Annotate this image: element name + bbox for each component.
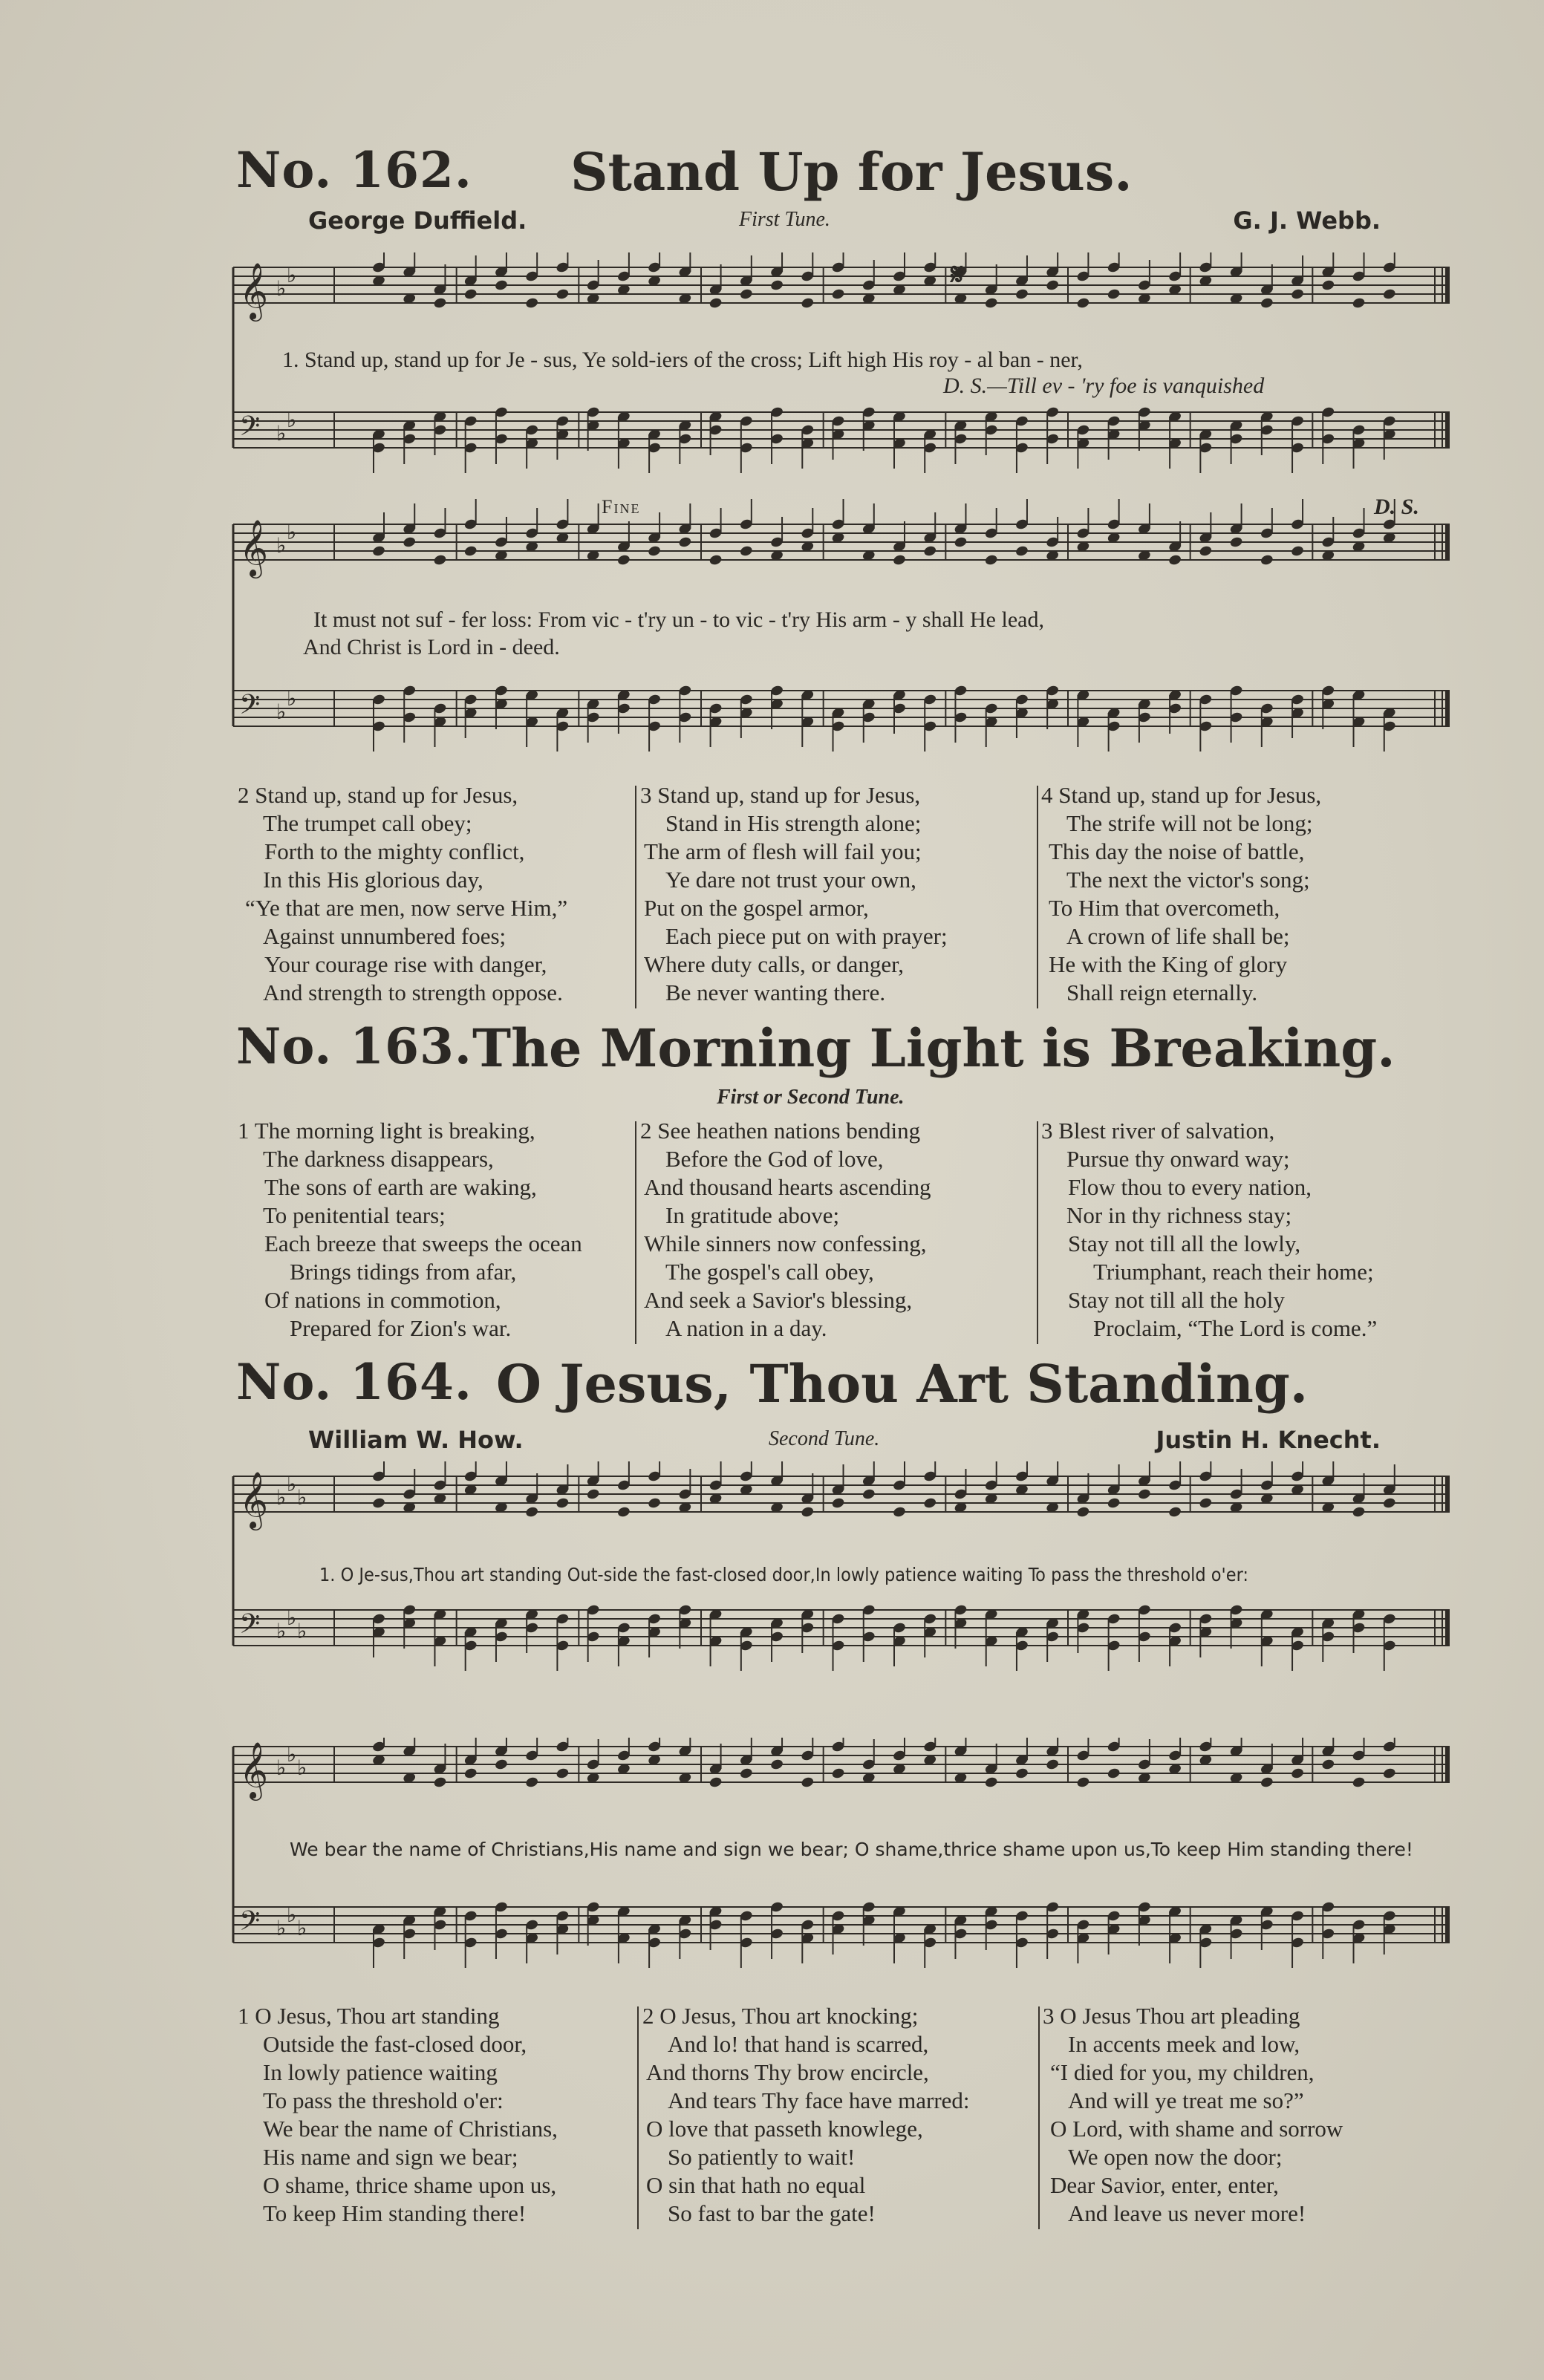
svg-text:♭: ♭ [287, 1605, 297, 1630]
verse-line: Dear Savior, enter, enter, [1050, 2172, 1279, 2198]
lyric-line: And Christ is Lord in - deed. [303, 635, 560, 659]
tune-note: First or Second Tune. [717, 1086, 905, 1109]
verse-line: And tears Thy face have marred: [668, 2087, 970, 2113]
svg-text:♭: ♭ [276, 1755, 287, 1780]
svg-text:♭: ♭ [276, 421, 287, 446]
composer: Justin H. Knecht. [1156, 1426, 1381, 1454]
svg-text:𝄞: 𝄞 [239, 1741, 269, 1799]
hymn-number: No. 162. [236, 141, 472, 199]
verse-line: To penitential tears; [263, 1202, 446, 1228]
segno-sign: 𝄋 [951, 258, 964, 291]
music-system-164-a [230, 1461, 1456, 1699]
lyric-line: We bear the name of Christians,His name and sign we bear; O shame,thrice shame upon us,To keep Him standing there! [290, 1839, 1413, 1860]
verse-3 [1041, 1117, 1427, 1343]
verse-line: And strength to strength oppose. [263, 979, 563, 1005]
svg-text:♭: ♭ [287, 263, 297, 287]
column-divider [1038, 2006, 1040, 2229]
verse-line: Before the God of love, [665, 1146, 884, 1172]
verse-line: Shall reign eternally. [1066, 979, 1258, 1005]
verse-line: 2 Stand up, stand up for Jesus, [238, 782, 518, 808]
verse-line: The gospel's call obey, [665, 1259, 874, 1285]
composer: G. J. Webb. [1233, 206, 1381, 235]
lyric-line: 1. O Je-sus,Thou art standing Out-side the fast-closed door,In lowly patience waiting To pass the threshold o'er: [319, 1564, 1248, 1585]
verse-line: Where duty calls, or danger, [644, 951, 904, 977]
verse-line: Stay not till all the holy [1068, 1287, 1285, 1313]
lyric-line: It must not suf - fer loss: From vic - t'ry un - to vic - t'ry His arm - y shall He lead, [313, 607, 1044, 632]
verse-line: Put on the gospel armor, [644, 895, 869, 921]
svg-text:𝄢: 𝄢 [239, 411, 261, 449]
verse-line: We bear the name of Christians, [263, 2116, 558, 2142]
svg-text:♭: ♭ [276, 1485, 287, 1510]
verse-line: Nor in thy richness stay; [1066, 1202, 1292, 1228]
hymn-number: No. 163. [236, 1017, 472, 1075]
verse-1 [238, 1117, 624, 1343]
verse-line: And will ye treat me so?” [1068, 2087, 1304, 2113]
verse-line: To keep Him standing there! [263, 2200, 527, 2226]
verse-line: “Ye that are men, now serve Him,” [245, 895, 568, 921]
svg-text:♭: ♭ [297, 1916, 307, 1940]
verse-line: Proclaim, “The Lord is come.” [1093, 1315, 1378, 1341]
svg-text:♭: ♭ [276, 276, 287, 301]
column-divider [637, 2006, 639, 2229]
svg-text:𝄞: 𝄞 [239, 519, 269, 576]
svg-text:𝄢: 𝄢 [239, 1905, 261, 1943]
svg-text:♭: ♭ [276, 533, 287, 558]
verse-line: Prepared for Zion's war. [290, 1315, 512, 1341]
verse-4 [1041, 781, 1427, 1007]
svg-text:♭: ♭ [297, 1619, 307, 1643]
verse-line: Each breeze that sweeps the ocean [264, 1230, 582, 1256]
svg-text:♭: ♭ [287, 1472, 297, 1496]
verse-line: Outside the fast-closed door, [263, 2031, 527, 2057]
verse-line: 2 See heathen nations bending [640, 1118, 921, 1144]
verse-line: His name and sign we bear; [263, 2144, 518, 2170]
svg-text:𝄢: 𝄢 [239, 689, 261, 727]
hymn-title: The Morning Light is Breaking. [472, 1017, 1395, 1079]
svg-text:♭: ♭ [287, 520, 297, 544]
tune-note: Second Tune. [769, 1427, 880, 1450]
verse-line: O sin that hath no equal [646, 2172, 866, 2198]
verse-line: A crown of life shall be; [1066, 923, 1290, 949]
verse-line: And leave us never more! [1068, 2200, 1306, 2226]
svg-text:♭: ♭ [297, 1485, 307, 1510]
verse-line: 3 Stand up, stand up for Jesus, [640, 782, 921, 808]
verse-line: In lowly patience waiting [263, 2059, 498, 2085]
verse-line: Your courage rise with danger, [264, 951, 547, 977]
verse-line: We open now the door; [1068, 2144, 1283, 2170]
verse-line: 1 O Jesus, Thou art standing [238, 2003, 500, 2029]
verse-line: And lo! that hand is scarred, [668, 2031, 929, 2057]
verse-3 [1043, 2002, 1429, 2228]
author: William W. How. [308, 1426, 524, 1454]
verse-line: Each piece put on with prayer; [665, 923, 948, 949]
tune-note: First Tune. [739, 208, 830, 231]
hymn-164-verses [238, 2002, 1456, 2232]
verse-line: A nation in a day. [665, 1315, 827, 1341]
hymn-162-header [236, 141, 1433, 208]
verse-2 [238, 781, 624, 1007]
verse-3 [640, 781, 1026, 1007]
verse-line: In gratitude above; [665, 1202, 840, 1228]
svg-text:♭: ♭ [287, 1903, 297, 1927]
verse-line: The arm of flesh will fail you; [644, 838, 922, 864]
verse-line: Brings tidings from afar, [290, 1259, 517, 1285]
verse-line: The sons of earth are waking, [264, 1174, 537, 1200]
column-divider [635, 786, 636, 1008]
verse-2 [640, 1117, 1026, 1343]
verse-line: To Him that overcometh, [1049, 895, 1280, 921]
verse-line: 4 Stand up, stand up for Jesus, [1041, 782, 1322, 808]
hymn-164-credits [308, 1426, 1381, 1455]
verse-1 [238, 2002, 624, 2228]
verse-line: The darkness disappears, [263, 1146, 494, 1172]
music-system-164-b [230, 1738, 1456, 1983]
verse-line: Ye dare not trust your own, [665, 867, 916, 893]
hymn-title: O Jesus, Thou Art Standing. [496, 1353, 1309, 1415]
verse-line: Stand in His strength alone; [665, 810, 922, 836]
verse-line: In this His glorious day, [263, 867, 483, 893]
verse-line: Of nations in commotion, [264, 1287, 501, 1313]
verse-line: He with the King of glory [1049, 951, 1288, 977]
column-divider [1037, 1121, 1038, 1344]
svg-text:𝄞: 𝄞 [239, 1471, 269, 1528]
verse-line: Against unnumbered foes; [263, 923, 506, 949]
svg-text:♭: ♭ [287, 1742, 297, 1767]
fine-mark: Fine [602, 496, 641, 518]
verse-line: O shame, thrice shame upon us, [263, 2172, 557, 2198]
verse-line: Flow thou to every nation, [1068, 1174, 1312, 1200]
verse-line: In accents meek and low, [1068, 2031, 1300, 2057]
verse-line: 3 Blest river of salvation, [1041, 1118, 1275, 1144]
verse-line: This day the noise of battle, [1049, 838, 1305, 864]
column-divider [635, 1121, 636, 1344]
verse-line: 3 O Jesus Thou art pleading [1043, 2003, 1300, 2029]
verse-line: To pass the threshold o'er: [263, 2087, 504, 2113]
author: George Duffield. [308, 206, 527, 235]
verse-line: Be never wanting there. [665, 979, 886, 1005]
lyric-line-ds: D. S.—Till ev - 'ry foe is vanquished [943, 374, 1265, 398]
music-staves [230, 1738, 1456, 1983]
column-divider [1037, 786, 1038, 1008]
verse-line: 1 The morning light is breaking, [238, 1118, 535, 1144]
music-system-162-a [230, 252, 1456, 490]
svg-text:♭: ♭ [276, 1916, 287, 1940]
hymn-163-header [236, 1017, 1433, 1084]
svg-text:♭: ♭ [276, 700, 287, 724]
lyric-line: 1. Stand up, stand up for Je - sus, Ye sold-iers of the cross; Lift high His roy - al ban - ner, [282, 348, 1083, 372]
verse-line: And thorns Thy brow encircle, [646, 2059, 929, 2085]
svg-text:𝄞: 𝄞 [239, 262, 269, 319]
verse-line: While sinners now confessing, [644, 1230, 927, 1256]
verse-line: Stay not till all the lowly, [1068, 1230, 1301, 1256]
hymn-164-header [236, 1353, 1433, 1420]
verse-line: O Lord, with shame and sorrow [1050, 2116, 1343, 2142]
verse-line: And thousand hearts ascending [644, 1174, 931, 1200]
verse-line: The strife will not be long; [1066, 810, 1313, 836]
svg-text:♭: ♭ [276, 1619, 287, 1643]
verse-line: And seek a Savior's blessing, [644, 1287, 913, 1313]
verse-line: Triumphant, reach their home; [1093, 1259, 1374, 1285]
svg-text:♭: ♭ [287, 686, 297, 711]
verse-line: So patiently to wait! [668, 2144, 856, 2170]
verse-line: Forth to the mighty conflict, [264, 838, 525, 864]
verse-line: O love that passeth knowlege, [646, 2116, 923, 2142]
hymn-163-verses [238, 1117, 1456, 1347]
verse-2 [642, 2002, 1029, 2228]
svg-text:♭: ♭ [287, 408, 297, 432]
verse-line: “I died for you, my children, [1050, 2059, 1315, 2085]
svg-text:𝄢: 𝄢 [239, 1608, 261, 1646]
hymn-162-credits [308, 206, 1381, 236]
verse-line: 2 O Jesus, Thou art knocking; [642, 2003, 919, 2029]
svg-text:♭: ♭ [297, 1755, 307, 1780]
verse-line: So fast to bar the gate! [668, 2200, 876, 2226]
verse-line: The next the victor's song; [1066, 867, 1310, 893]
verse-line: The trumpet call obey; [263, 810, 472, 836]
hymn-162-verses [238, 781, 1456, 1011]
verse-line: Pursue thy onward way; [1066, 1146, 1290, 1172]
hymn-title: Stand Up for Jesus. [570, 141, 1133, 203]
hymn-number: No. 164. [236, 1353, 472, 1411]
music-system-162-b [230, 496, 1456, 763]
ds-mark: D. S. [1374, 495, 1419, 519]
